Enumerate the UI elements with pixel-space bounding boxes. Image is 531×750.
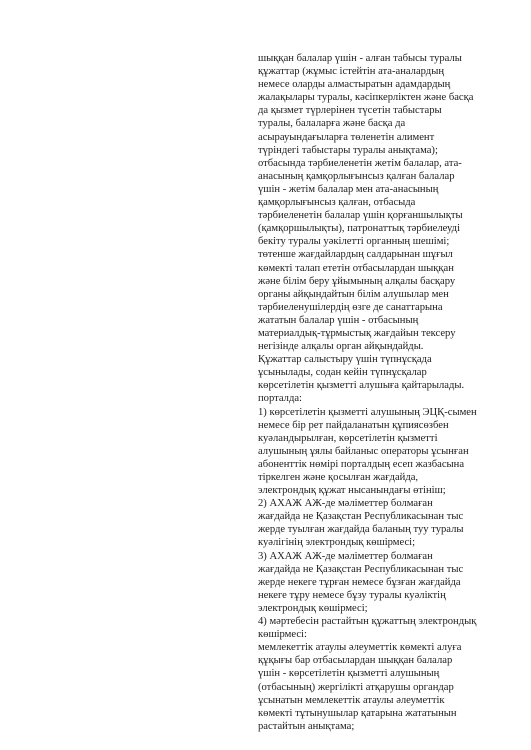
- text-line: 3) АХАЖ АЖ-де мәліметтер болмаған: [258, 550, 433, 562]
- text-line: растайтын анықтама;: [258, 720, 355, 732]
- text-line: шыққан балалар үшін - алған табысы туралы: [258, 53, 462, 64]
- text-line: тәрбиеленетін балалар үшін қорғаншылықты: [258, 210, 463, 222]
- document-body-text: [258, 52, 520, 733]
- text-line: немесе бір рет пайдаланатын құпиясөзбен: [258, 419, 449, 431]
- text-line: немесе оларды алмастыратын адамдардың: [258, 79, 451, 91]
- text-line: алушының ұялы байланыс операторы ұсынған: [258, 445, 469, 457]
- text-line: жерде некеге тұрған немесе бұзған жағдайда: [258, 576, 461, 588]
- text-line: куәландырылған, көрсетілетін қызметті: [258, 432, 438, 444]
- text-line: анасының қамқорлығынсыз қалған балалар: [258, 170, 455, 182]
- text-line: түріндегі табыстары туралы анықтама);: [258, 144, 438, 156]
- text-line: (отбасының) жергілікті атқарушы органдар: [258, 681, 454, 693]
- text-line: жерде туылған жағдайда баланың туу туралы: [258, 524, 464, 536]
- text-line: жағдайда не Қазақстан Республикасынан тыс: [258, 563, 464, 575]
- text-line: порталда:: [258, 393, 302, 405]
- text-line: асырауындағыларға төленетін алимент: [258, 131, 435, 143]
- text-line: жалақылары туралы, кәсіпкерліктен және басқа: [258, 92, 474, 104]
- text-line: 1) көрсетілетін қызметті алушының ЭЦҚ-сымен: [258, 406, 477, 418]
- text-line: куәлігінің электрондық көшірмесі;: [258, 537, 416, 549]
- text-line: көшірмесі:: [258, 629, 307, 641]
- text-line: Құжаттар салыстыру үшін түпнұсқада: [258, 354, 432, 366]
- text-line: отбасында тәрбиеленетін жетім балалар, ата-: [258, 157, 462, 169]
- text-line: жағдайда не Қазақстан Республикасынан тыс: [258, 511, 464, 523]
- text-line: туралы, балаларға және басқа да: [258, 118, 406, 130]
- text-line: органы айқындайтын білім алушылар мен: [258, 288, 449, 300]
- text-line: төтенше жағдайлардың салдарынан шұғыл: [258, 249, 453, 261]
- text-line: құжаттар (жұмыс істейтін ата-аналардың: [258, 66, 444, 78]
- text-line: да қызмет түрлерінен түсетін табыстары: [258, 105, 442, 117]
- text-line: жататын балалар үшін - отбасының: [258, 314, 419, 326]
- text-line: көмекті тұтынушылар қатарына жататынын: [258, 707, 457, 719]
- text-line: тәрбиеленушілердің өзге де санаттарына: [258, 301, 443, 313]
- text-line: тіркелген және қосылған жағдайда,: [258, 472, 419, 483]
- text-line: үшін - жетім балалар мен ата-анасының: [258, 183, 439, 195]
- text-line: ұсынатын мемлекеттік атаулы әлеуметтік: [258, 694, 445, 706]
- text-line: көрсетілетін қызметті алушыға қайтарылады.: [258, 380, 465, 392]
- text-line: материалдық-тұрмыстық жағдайын тексеру: [258, 327, 456, 339]
- text-line: 4) мәртебесін растайтын құжаттың электрондық: [258, 616, 477, 628]
- text-line: (қамқоршылықты), патронаттық тәрбиелеуді: [258, 223, 461, 235]
- text-line: абоненттік нөмірі порталдың есеп жазбасына: [258, 458, 465, 470]
- text-line: ұсынылады, содан кейін түпнұсқалар: [258, 367, 427, 379]
- text-line: мемлекеттік атаулы әлеуметтік көмекті алуға: [258, 642, 462, 654]
- text-line: 2) АХАЖ АЖ-де мәліметтер болмаған: [258, 498, 433, 510]
- text-line: көмекті талап ететін отбасылардан шыққан: [258, 262, 454, 274]
- text-line: бекіту туралы уәкілетті органның шешімі;: [258, 236, 450, 248]
- text-line: некеге тұру немесе бұзу туралы куәліктің: [258, 589, 446, 601]
- text-line: және білім беру ұйымының алқалы басқару: [258, 275, 456, 287]
- text-line: үшін - көрсетілетін қызметті алушының: [258, 668, 440, 680]
- text-line: электрондық көшірмесі;: [258, 602, 368, 614]
- text-line: құқығы бар отбасылардан шыққан балалар: [258, 655, 453, 667]
- text-line: негізінде алқалы орган айқындайды.: [258, 341, 424, 353]
- text-line: қамқорлығынсыз қалған, отбасыда: [258, 197, 416, 209]
- text-line: электрондық құжат нысанындағы өтініш;: [258, 485, 446, 497]
